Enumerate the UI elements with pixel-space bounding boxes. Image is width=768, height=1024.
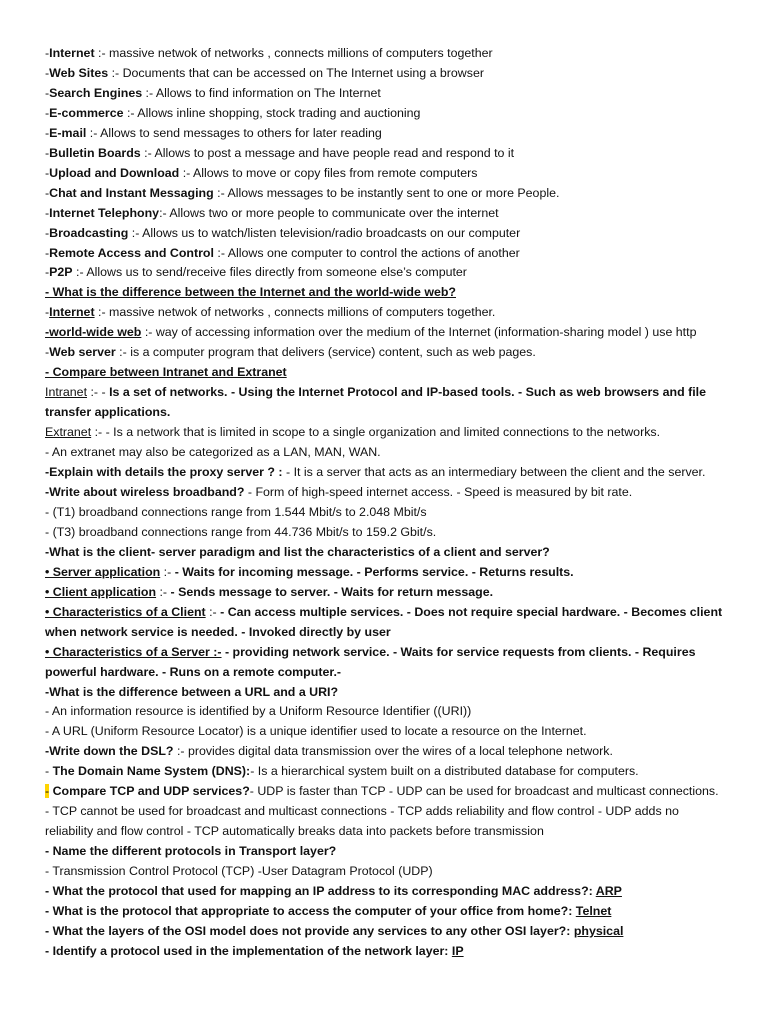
- text-segment: - Form of high-speed internet access. - Speed is measured by bit rate.: [244, 484, 633, 499]
- text-line: [45, 44, 744, 64]
- text-segment: - Identify a protocol used in the implementation of the network layer:: [45, 943, 452, 958]
- text-line: [45, 463, 744, 483]
- text-line: [45, 683, 744, 703]
- text-segment: • Characteristics of a Client: [45, 604, 206, 619]
- text-segment: - (T3) broadband connections range from 44.736 Mbit/s to 159.2 Gbit/s.: [45, 524, 437, 539]
- text-segment: :- massive netwok of networks , connects millions of computers together.: [94, 305, 496, 320]
- text-line: [45, 822, 744, 842]
- text-segment: :- Allows us to send/receive files directly from someone else’s computer: [72, 265, 467, 280]
- text-line: [45, 802, 744, 822]
- text-segment: -What is the difference between a URL and a URI?: [45, 684, 339, 699]
- text-segment: - providing network service. - Waits for service requests from clients. - Requires: [221, 644, 696, 659]
- text-segment: physical: [573, 923, 624, 938]
- text-segment: The Domain Name System (DNS):: [52, 764, 251, 779]
- text-segment: -: [45, 46, 50, 60]
- text-segment: :- Allows messages to be instantly sent to one or more People.: [213, 185, 560, 200]
- text-segment: -: [45, 125, 50, 140]
- text-segment: Telnet: [575, 903, 612, 918]
- text-segment: reliability and flow control - TCP automatically breaks data into packets before transmission: [45, 824, 544, 839]
- text-segment: :- Allows inline shopping, stock trading and auctioning: [123, 105, 421, 120]
- text-line: [45, 483, 744, 503]
- text-segment: -world-wide web: [45, 325, 142, 340]
- text-segment: -: [45, 185, 50, 200]
- text-line: [45, 343, 744, 363]
- text-segment: - An extranet may also be categorized as a LAN, MAN, WAN.: [45, 445, 381, 460]
- text-segment: :- Allows to send messages to others for later reading: [86, 125, 382, 140]
- text-line: [45, 862, 744, 882]
- text-segment: :-: [156, 584, 171, 599]
- text-segment: - What is the difference between the Internet and the world-wide web?: [45, 285, 456, 300]
- text-segment: :- Allows to move or copy files from remote computers: [179, 165, 478, 180]
- text-line: [45, 263, 744, 283]
- text-line: [45, 503, 744, 523]
- text-segment: Bulletin Boards: [49, 145, 141, 160]
- text-segment: Web server: [49, 345, 116, 360]
- text-segment: IP: [451, 943, 464, 958]
- text-segment: E-mail: [49, 125, 87, 140]
- text-segment: Upload and Download: [49, 165, 180, 180]
- text-segment: - Can access multiple services. - Does not require special hardware. - Becomes client: [220, 604, 723, 619]
- text-line: [45, 623, 744, 643]
- text-segment: -: [45, 205, 50, 220]
- text-line: [45, 244, 744, 264]
- text-segment: - What is the protocol that appropriate to access the computer of your office from home?:: [45, 903, 576, 918]
- text-segment: -: [45, 305, 50, 320]
- text-line: [45, 782, 744, 802]
- text-segment: -Explain with details the proxy server ? :: [45, 465, 283, 480]
- text-segment: • Characteristics of a Server :-: [45, 644, 222, 659]
- text-segment: :- Allows one computer to control the actions of another: [213, 245, 520, 260]
- text-line: [45, 184, 744, 204]
- text-segment: powerful hardware. - Runs on a remote computer.-: [45, 664, 342, 679]
- text-segment: Internet: [49, 46, 95, 60]
- text-segment: :-: [205, 604, 221, 619]
- text-segment: - What the protocol that used for mapping an IP address to its corresponding MAC address?:: [45, 884, 596, 899]
- text-line: [45, 523, 744, 543]
- text-segment: - Name the different protocols in Transport layer?: [45, 844, 337, 859]
- text-segment: - Sends message to server. - Waits for return message.: [170, 584, 494, 599]
- text-line: [45, 64, 744, 84]
- text-line: [45, 124, 744, 144]
- text-segment: • Server application: [45, 564, 161, 579]
- text-line: [45, 164, 744, 184]
- text-line: [45, 84, 744, 104]
- text-segment: - An information resource is identified by a Uniform Resource Identifier ((URI)): [45, 704, 472, 719]
- text-segment: E-commerce: [49, 105, 124, 120]
- text-line: [45, 443, 744, 463]
- text-segment: -: [45, 225, 50, 240]
- text-line: [45, 563, 744, 583]
- text-line: [45, 902, 744, 922]
- text-segment: Intranet: [45, 385, 88, 400]
- text-line: [45, 702, 744, 722]
- text-segment: - (T1) broadband connections range from 1.544 Mbit/s to 2.048 Mbit/s: [45, 504, 427, 519]
- text-segment: :- way of accessing information over the medium of the Internet (information-sharing model ) use http: [141, 325, 697, 340]
- text-segment: Extranet: [45, 425, 92, 440]
- text-segment: -What is the client- server paradigm and list the characteristics of a client and server?: [45, 544, 550, 559]
- text-segment: Web Sites: [49, 65, 109, 80]
- text-segment: :-: [160, 564, 175, 579]
- text-line: [45, 144, 744, 164]
- text-line: [45, 543, 744, 563]
- text-segment: - UDP is faster than TCP - UDP can be used for broadcast and multicast connections.: [249, 784, 719, 799]
- text-segment: Search Engines: [49, 85, 143, 100]
- text-line: [45, 842, 744, 862]
- text-segment: - TCP cannot be used for broadcast and multicast connections - TCP adds reliability and flow control - UDP adds no: [45, 804, 679, 819]
- text-line: [45, 882, 744, 902]
- text-segment: -Write about wireless broadband?: [45, 484, 245, 499]
- text-line: [45, 104, 744, 124]
- text-segment: -: [45, 85, 50, 100]
- text-segment: -: [45, 345, 50, 360]
- text-segment: P2P: [49, 265, 73, 280]
- text-segment: -Write down the DSL?: [45, 744, 174, 759]
- text-segment: -: [45, 65, 50, 80]
- text-line: [45, 583, 744, 603]
- text-segment: Compare TCP and UDP services?: [49, 784, 250, 799]
- text-segment: -: [45, 764, 53, 779]
- text-segment: -: [45, 105, 50, 120]
- text-segment: :- Allows to post a message and have people read and respond to it: [140, 145, 515, 160]
- text-segment: - What the layers of the OSI model does not provide any services to any other OSI layer?:: [45, 923, 574, 938]
- text-segment: :- - Is a network that is limited in scope to a single organization and limited connections to the networks.: [91, 425, 661, 440]
- text-segment: -: [45, 165, 50, 180]
- text-segment: Broadcasting: [49, 225, 129, 240]
- text-segment: when network service is needed. - Invoked directly by user: [45, 624, 391, 639]
- text-segment: - It is a server that acts as an intermediary between the client and the server.: [282, 465, 706, 480]
- text-segment: -: [45, 145, 50, 160]
- text-line: [45, 922, 744, 942]
- text-segment: - Compare between Intranet and Extranet: [45, 365, 287, 380]
- text-line: [45, 942, 744, 962]
- text-line: [45, 224, 744, 244]
- text-segment: - Transmission Control Protocol (TCP) -User Datagram Protocol (UDP): [45, 864, 433, 879]
- text-line: [45, 283, 744, 303]
- text-segment: - Is a hierarchical system built on a distributed database for computers.: [250, 764, 639, 779]
- text-line: [45, 204, 744, 224]
- text-segment: :- -: [87, 385, 110, 400]
- text-segment: -: [45, 265, 50, 280]
- text-line: [45, 663, 744, 683]
- text-segment: transfer applications.: [45, 405, 171, 420]
- text-segment: :- provides digital data transmission over the wires of a local telephone network.: [173, 744, 613, 759]
- text-line: [45, 722, 744, 742]
- text-line: [45, 742, 744, 762]
- text-segment: :- Allows to find information on The Internet: [142, 85, 381, 100]
- text-segment: • Client application: [45, 584, 157, 599]
- text-segment: Remote Access and Control: [49, 245, 214, 260]
- text-segment: Is a set of networks. - Using the Internet Protocol and IP-based tools. - Such as web browsers and file: [109, 385, 706, 400]
- text-segment: Internet: [49, 305, 95, 320]
- text-segment: :- Allows two or more people to communicate over the internet: [159, 205, 499, 220]
- text-segment: - Waits for incoming message. - Performs service. - Returns results.: [174, 564, 574, 579]
- text-segment: :- massive netwok of networks , connects millions of computers together: [94, 46, 493, 60]
- text-segment: -: [45, 784, 50, 799]
- text-line: [45, 303, 744, 323]
- text-segment: :- Documents that can be accessed on The Internet using a browser: [108, 65, 484, 80]
- text-line: [45, 762, 744, 782]
- text-segment: :- is a computer program that delivers (service) content, such as web pages.: [115, 345, 536, 360]
- text-line: [45, 423, 744, 443]
- text-line: [45, 403, 744, 423]
- text-segment: Chat and Instant Messaging: [49, 185, 214, 200]
- text-line: [45, 603, 744, 623]
- text-segment: :- Allows us to watch/listen television/radio broadcasts on our computer: [128, 225, 521, 240]
- text-segment: -: [45, 245, 50, 260]
- text-segment: Internet Telephony: [49, 205, 160, 220]
- text-segment: - A URL (Uniform Resource Locator) is a unique identifier used to locate a resource on the Internet.: [45, 724, 587, 739]
- text-line: [45, 643, 744, 663]
- text-line: [45, 323, 744, 343]
- text-segment: ARP: [595, 884, 622, 899]
- text-line: [45, 363, 744, 383]
- text-line: [45, 383, 744, 403]
